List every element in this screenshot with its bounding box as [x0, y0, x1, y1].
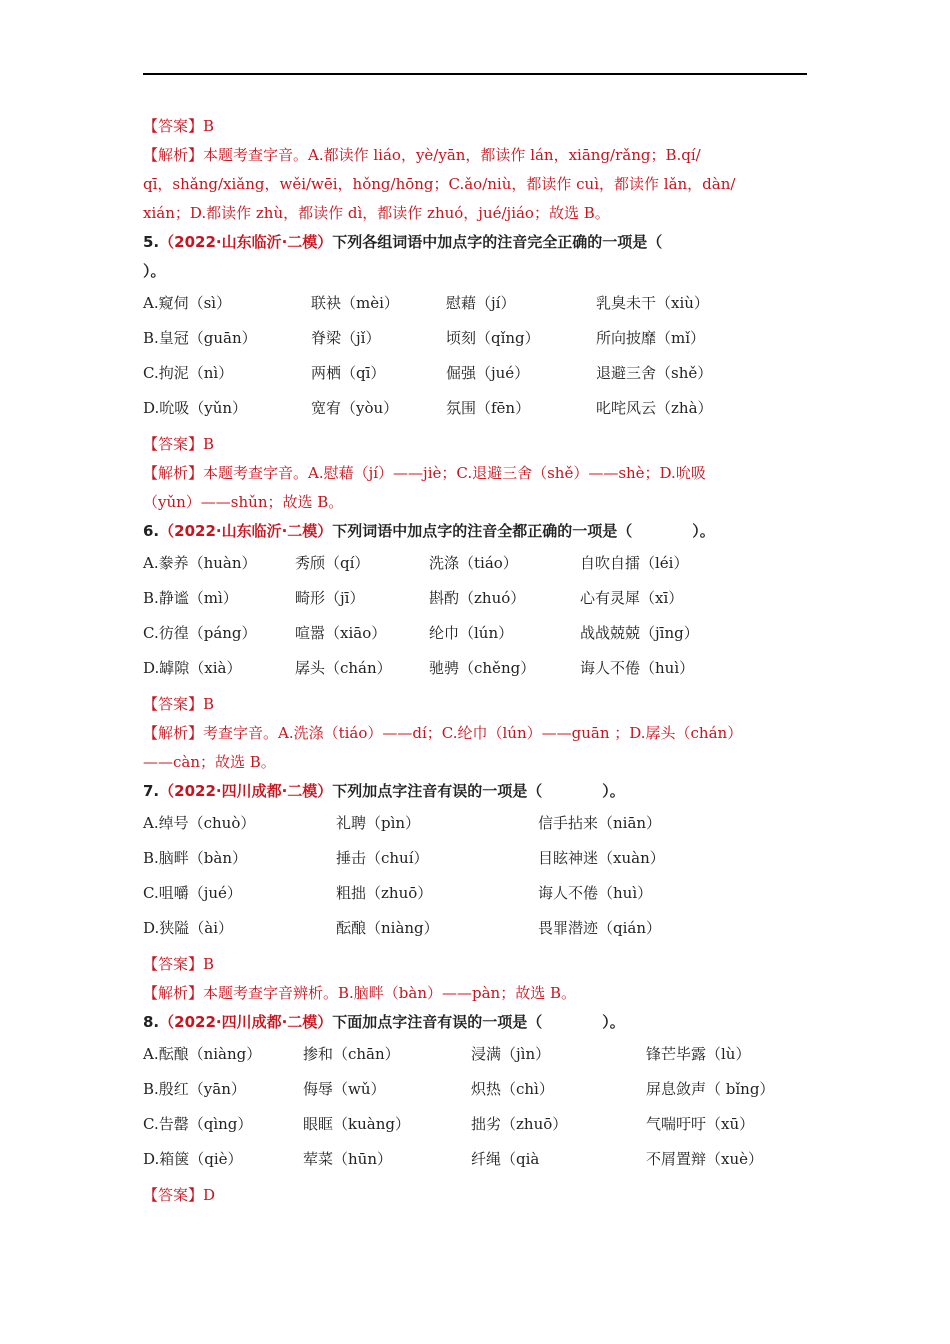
option-item: 诲人不倦（huì）: [538, 884, 653, 902]
option-row: [143, 356, 807, 391]
option-row: [143, 651, 807, 686]
option-row: [143, 911, 807, 946]
option-item: A.酝酿（niàng）: [143, 1045, 262, 1063]
option-row: [143, 546, 807, 581]
answer-value: B: [203, 955, 215, 973]
option-item: 脊梁（jǐ）: [311, 329, 381, 347]
answer-line: [143, 950, 807, 979]
analysis-line: ——càn；故选 B。: [143, 753, 276, 771]
question-number: 5.: [143, 233, 160, 251]
option-item: 自吹自擂（léi）: [580, 554, 689, 572]
option-item: 纤绳（qià: [471, 1150, 540, 1168]
question-text: 下列词语中加点字的注音全都正确的一项是（ ）。: [332, 522, 715, 540]
analysis-line: qī，shǎng/xiǎng，wěi/wēi，hǒng/hōng；C.ǎo/niù，都读作 cuì，都读作 lǎn，dàn/: [143, 175, 736, 193]
option-row: [143, 1107, 807, 1142]
option-item: 眼眶（kuàng）: [303, 1115, 410, 1133]
analysis-line: （yǔn）——shǔn；故选 B。: [143, 493, 344, 511]
option-item: D.狭隘（ài）: [143, 919, 234, 937]
question-text: 下面加点字注音有误的一项是（ ）。: [332, 1013, 625, 1031]
option-item: 孱头（chán）: [295, 659, 392, 677]
answer-value: B: [203, 695, 215, 713]
option-row: [143, 841, 807, 876]
option-item: 喧嚣（xiāo）: [295, 624, 387, 642]
question-stem: [143, 1008, 807, 1037]
analysis-line: 【解析】本题考查字音辨析。B.脑畔（bàn）——pàn；故选 B。: [143, 984, 576, 1002]
option-row: [143, 806, 807, 841]
question-stem: [143, 777, 807, 806]
option-row: [143, 321, 807, 356]
answer-tag: 【答案】: [143, 435, 204, 453]
option-item: 宽宥（yòu）: [311, 399, 399, 417]
option-item: B.脑畔（bàn）: [143, 849, 247, 867]
document-body: [143, 112, 807, 1210]
option-row: [143, 286, 807, 321]
option-item: C.咀嚼（jué）: [143, 884, 242, 902]
option-item: 秀颀（qí）: [295, 554, 370, 572]
option-item: 浸满（jìn）: [471, 1045, 551, 1063]
answer-line: [143, 430, 807, 459]
option-item: 荤菜（hūn）: [303, 1150, 392, 1168]
option-item: 纶巾（lún）: [429, 624, 514, 642]
option-item: 洗涤（tiáo）: [429, 554, 518, 572]
analysis-line: 【解析】本题考查字音。A.都读作 liáo，yè/yān，都读作 lán，xiāng/rǎng；B.qí/: [143, 146, 701, 164]
option-item: D.箱箧（qiè）: [143, 1150, 243, 1168]
question-number: 8.: [143, 1013, 160, 1031]
question-number: 7.: [143, 782, 160, 800]
question-source: （2022·山东临沂·二模）: [159, 233, 333, 251]
question-stem: [143, 517, 807, 546]
option-item: 驰骋（chěng）: [429, 659, 536, 677]
answer-value: B: [203, 435, 215, 453]
option-row: [143, 616, 807, 651]
option-item: 所向披靡（mǐ）: [596, 329, 706, 347]
option-item: 气喘吁吁（xū）: [646, 1115, 755, 1133]
answer-tag: 【答案】: [143, 117, 204, 135]
question-source: （2022·四川成都·二模）: [159, 1013, 333, 1031]
option-item: 氛围（fēn）: [446, 399, 531, 417]
option-item: C.彷徨（páng）: [143, 624, 257, 642]
question-stem-continued: ）。: [143, 262, 166, 280]
option-item: 捶击（chuí）: [336, 849, 429, 867]
option-item: 不屑置辩（xuè）: [646, 1150, 763, 1168]
option-item: A.豢养（huàn）: [143, 554, 257, 572]
option-item: 目眩神迷（xuàn）: [538, 849, 665, 867]
option-row: [143, 391, 807, 426]
answer-line: [143, 690, 807, 719]
option-item: 叱咤风云（zhà）: [596, 399, 713, 417]
option-row: [143, 1037, 807, 1072]
option-item: D.吮吸（yǔn）: [143, 399, 248, 417]
option-item: 心有灵犀（xī）: [580, 589, 684, 607]
option-item: A.绰号（chuò）: [143, 814, 256, 832]
answer-line: [143, 112, 807, 141]
option-item: 礼聘（pìn）: [336, 814, 421, 832]
question-stem: [143, 228, 807, 257]
option-item: D.罅隙（xià）: [143, 659, 242, 677]
option-item: C.告罄（qìng）: [143, 1115, 253, 1133]
analysis-line: xián；D.都读作 zhù，都读作 dì，都读作 zhuó，jué/jiáo；故选 B。: [143, 204, 610, 222]
answer-value: D: [203, 1186, 216, 1204]
option-item: 斟酌（zhuó）: [429, 589, 526, 607]
option-item: 拙劣（zhuō）: [471, 1115, 568, 1133]
option-item: 畏罪潜迹（qián）: [538, 919, 662, 937]
answer-tag: 【答案】: [143, 1186, 204, 1204]
analysis-line: 【解析】本题考查字音。A.慰藉（jí）——jiè；C.退避三舍（shě）——shè；D.吮吸: [143, 464, 706, 482]
option-item: 信手拈来（niān）: [538, 814, 662, 832]
option-item: 顷刻（qǐng）: [446, 329, 540, 347]
option-row: [143, 1072, 807, 1107]
analysis-line: 【解析】考查字音。A.洗涤（tiáo）——dí；C.纶巾（lún）——guān ；D.孱头（chán）: [143, 724, 743, 742]
option-item: 酝酿（niàng）: [336, 919, 439, 937]
option-row: [143, 1142, 807, 1177]
option-item: 锋芒毕露（lù）: [646, 1045, 751, 1063]
answer-tag: 【答案】: [143, 695, 204, 713]
option-row: [143, 581, 807, 616]
question-text: 下列加点字注音有误的一项是（ ）。: [332, 782, 625, 800]
option-item: B.静谧（mì）: [143, 589, 238, 607]
option-item: 联袂（mèi）: [311, 294, 399, 312]
option-item: 倔强（jué）: [446, 364, 530, 382]
option-item: B.皇冠（guān）: [143, 329, 257, 347]
option-row: [143, 876, 807, 911]
option-item: 畸形（jī）: [295, 589, 365, 607]
question-source: （2022·四川成都·二模）: [159, 782, 333, 800]
option-item: B.殷红（yān）: [143, 1080, 246, 1098]
header-rule: [143, 73, 807, 75]
question-source: （2022·山东临沂·二模）: [159, 522, 333, 540]
option-item: 侮辱（wǔ）: [303, 1080, 386, 1098]
option-item: 乳臭未干（xiù）: [596, 294, 709, 312]
option-item: 两栖（qī）: [311, 364, 386, 382]
option-item: 粗拙（zhuō）: [336, 884, 433, 902]
option-item: A.窥伺（sì）: [143, 294, 232, 312]
option-item: 慰藉（jí）: [446, 294, 516, 312]
answer-line: [143, 1181, 807, 1210]
question-text: 下列各组词语中加点字的注音完全正确的一项是（: [332, 233, 663, 251]
question-number: 6.: [143, 522, 160, 540]
option-item: 掺和（chān）: [303, 1045, 400, 1063]
option-item: 战战兢兢（jīng）: [580, 624, 699, 642]
answer-value: B: [203, 117, 215, 135]
answer-tag: 【答案】: [143, 955, 204, 973]
option-item: 诲人不倦（huì）: [580, 659, 695, 677]
option-item: C.拘泥（nì）: [143, 364, 234, 382]
option-item: 退避三舍（shě）: [596, 364, 713, 382]
option-item: 炽热（chì）: [471, 1080, 554, 1098]
option-item: 屏息敛声（ bǐng）: [646, 1080, 775, 1098]
